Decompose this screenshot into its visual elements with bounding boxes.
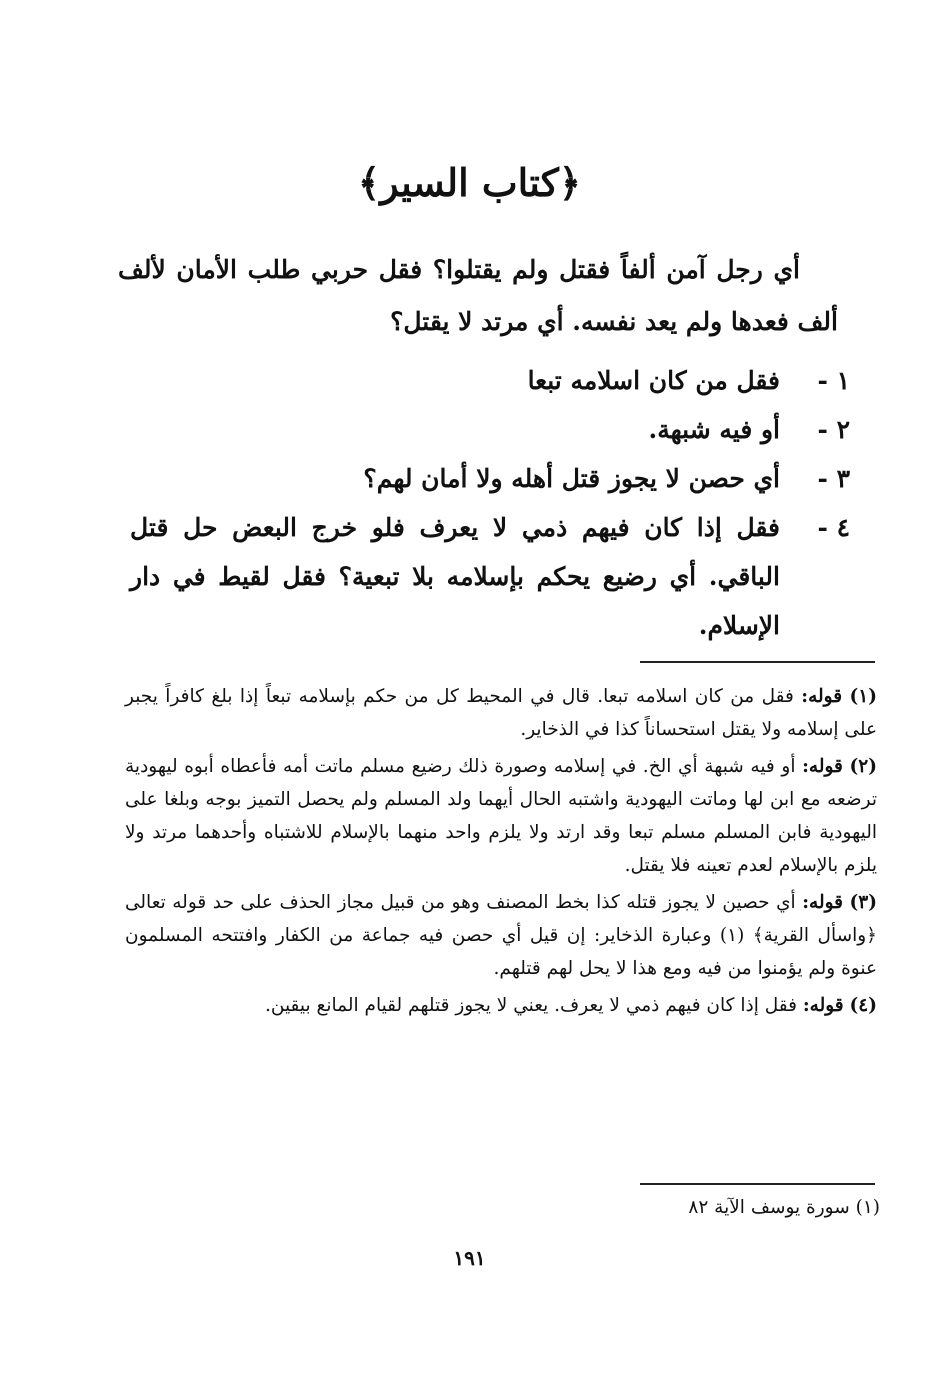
footnote: (١) سورة يوسف الآية ٨٢	[688, 1197, 880, 1218]
item-text: فقل إذا كان فيهم ذمي لا يعرف فلو خرج البعض حل قتل الباقي. أي رضيع يحكم بإسلامه بلا تبعية؟ فقل لقيط في دار الإسلام.	[130, 513, 780, 640]
note-number: (٢)	[849, 756, 877, 777]
item-text: أي حصن لا يجوز قتل أهله ولا أمان لهم؟	[363, 464, 780, 493]
page-number: ١٩١	[453, 1246, 486, 1270]
note-text: أو فيه شبهة أي الخ. في إسلامه وصورة ذلك رضيع مسلم ماتت أمه فأعطاه أبوه ليهودية ترضعه مع ابن لها وماتت اليهودية واشتبه الحال أيهما ولد المسلم ولم يحصل التميز بوجه وبلغا على اليهودية فابن المسلم مسلم تبعا وقد ارتد ولا يلزم واحد منهما بالإسلام للاشتباه وأحدهما مرتد ولا يلزم بالإسلام لعدم تعينه فلا يقتل.	[125, 756, 877, 876]
intro-paragraph	[118, 244, 838, 348]
note-number: (١)	[849, 686, 877, 707]
item-text: فقل من كان اسلامه تبعا	[527, 366, 780, 395]
list-item	[130, 503, 850, 650]
numbered-list	[130, 356, 850, 650]
note-keyword: قوله:	[802, 892, 844, 913]
note-number: (٣)	[849, 892, 877, 913]
list-item	[130, 356, 850, 405]
note	[125, 886, 877, 985]
commentary-notes	[125, 680, 877, 1026]
note	[125, 989, 877, 1022]
note-text: فقل من كان اسلامه تبعا. قال في المحيط كل من حكم بإسلامه تبعاً إذا بلغ كافراً يجبر على إسلامه ولا يقتل استحساناً كذا في الذخاير.	[125, 686, 877, 740]
note-text: أي حصين لا يجوز قتله كذا بخط المصنف وهو من قبيل مجاز الحذف على حد قوله تعالى ﴿واسأل القرية﴾ (١) وعبارة الذخاير: إن قيل أي حصن فيه جماعة من الكفار وافتتحه المسلمون عنوة ولم يؤمنوا من فيه ومع هذا لا يحل لهم قتلهم.	[125, 892, 877, 979]
list-item	[130, 454, 850, 503]
item-number: ٤ -	[817, 513, 850, 542]
note-text: فقل إذا كان فيهم ذمي لا يعرف. يعني لا يجوز قتلهم لقيام المانع بيقين.	[265, 995, 797, 1016]
item-number: ٣ -	[817, 464, 850, 493]
note	[125, 750, 877, 882]
note-keyword: قوله:	[801, 686, 843, 707]
list-item	[130, 405, 850, 454]
notes-divider	[640, 661, 875, 663]
item-number: ١ -	[817, 366, 850, 395]
intro-text: أي رجل آمن ألفاً فقتل ولم يقتلوا؟ فقل حربي طلب الأمان لألف ألف فعدها ولم يعد نفسه. أي مرتد لا يقتل؟	[118, 255, 838, 336]
note-keyword: قوله:	[802, 995, 844, 1016]
note	[125, 680, 877, 746]
note-number: (٤)	[849, 995, 877, 1016]
item-number: ٢ -	[817, 415, 850, 444]
note-keyword: قوله:	[802, 756, 843, 777]
footnote-divider	[640, 1183, 875, 1185]
item-text: أو فيه شبهة.	[648, 415, 780, 444]
chapter-title: ﴿كتاب السير﴾	[357, 160, 582, 205]
